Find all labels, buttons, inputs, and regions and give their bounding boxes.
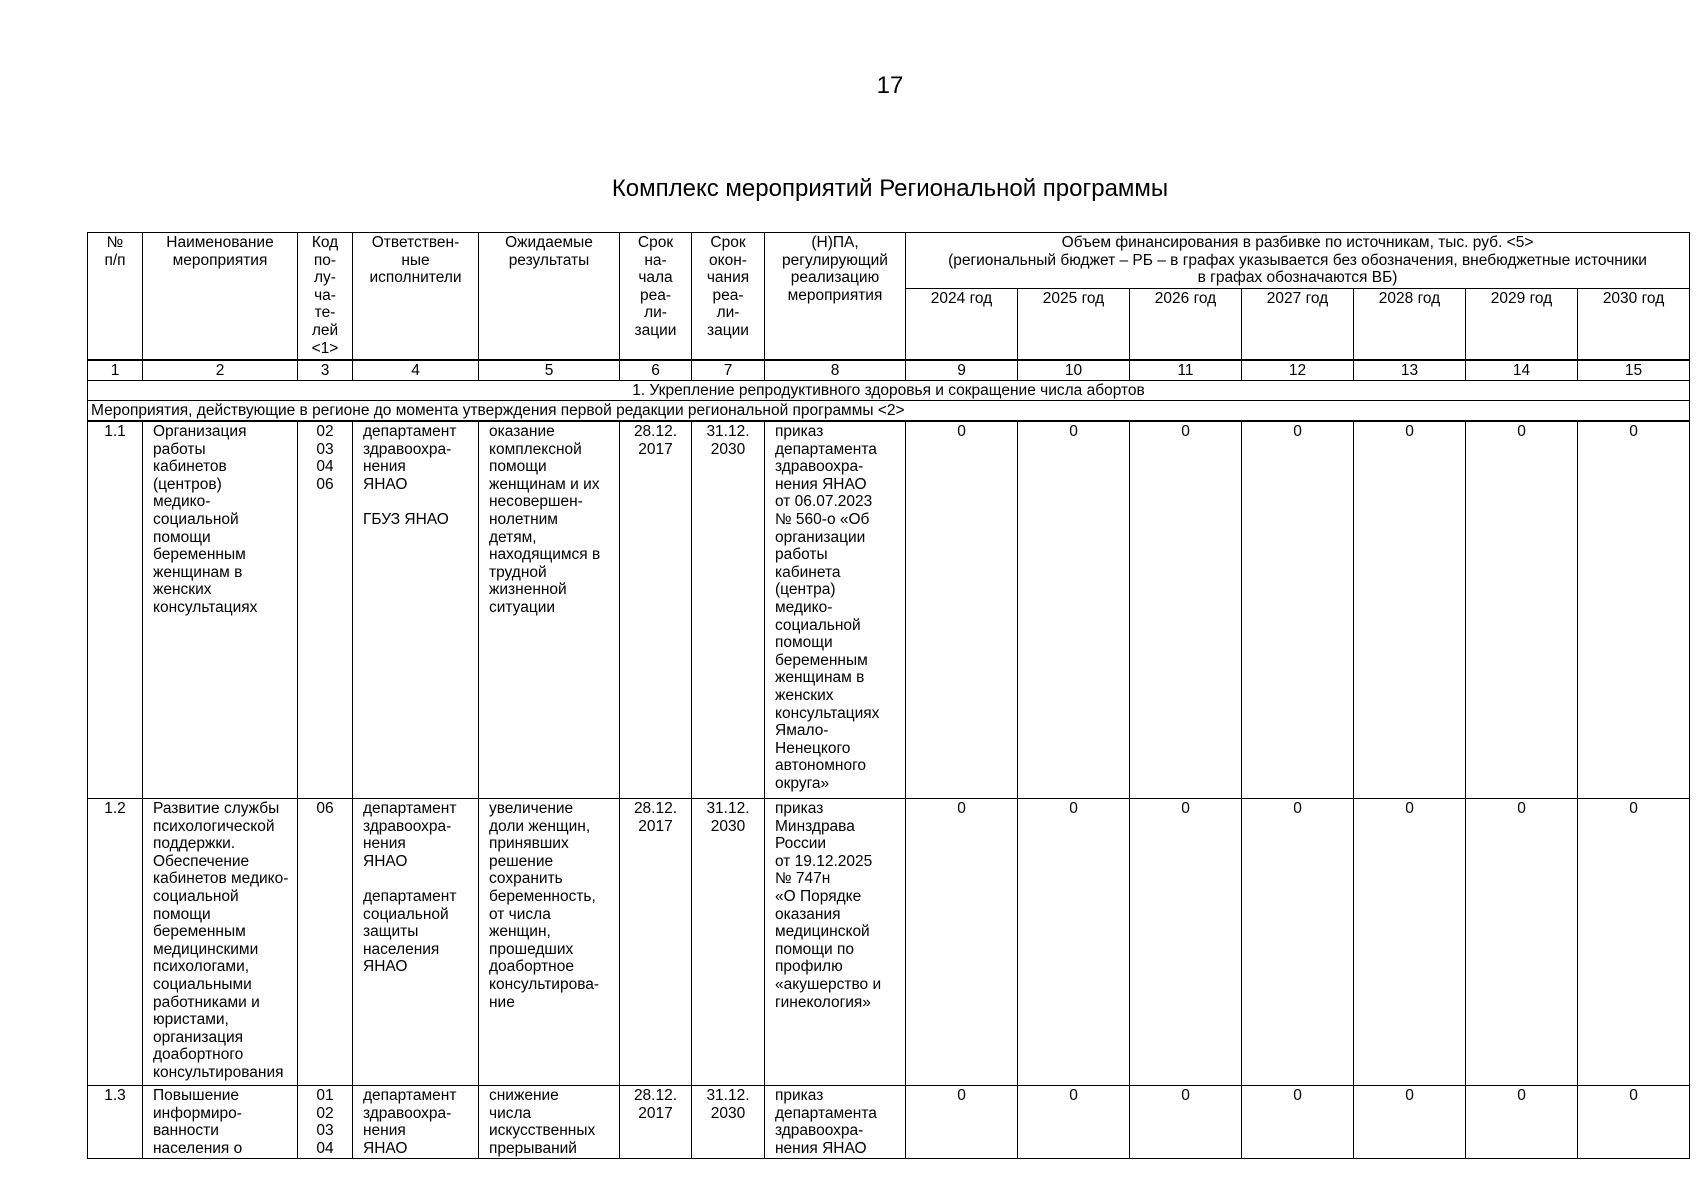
row-results: увеличение доли женщин, принявших решение сохранить беременность, от числа женщин, прошедших доабортное консультирова- ние	[479, 799, 620, 1086]
row-num: 1.3	[88, 1086, 143, 1159]
header-year: 2030 год	[1578, 288, 1690, 360]
row-value: 0	[1466, 799, 1578, 1086]
row-start: 28.12. 2017	[620, 1086, 692, 1159]
row-start: 28.12. 2017	[620, 421, 692, 799]
table-row	[88, 1086, 1690, 1159]
row-value: 0	[1578, 421, 1690, 799]
row-value: 0	[906, 421, 1018, 799]
column-number: 7	[692, 360, 765, 381]
header-year: 2026 год	[1130, 288, 1242, 360]
row-results: снижение числа искусственных прерываний	[479, 1086, 620, 1159]
row-value: 0	[1466, 421, 1578, 799]
row-npa: приказ департамента здравоохра- нения ЯНАО от 06.07.2023 № 560-о «Об организации работы кабинета (центра) медико- социальной помощи беременным женщинам в женских консультациях Ямало- Ненецкого автономного округа»	[765, 421, 906, 799]
column-number: 8	[765, 360, 906, 381]
row-value: 0	[1130, 421, 1242, 799]
row-name: Организация работы кабинетов (центров) медико- социальной помощи беременным женщинам в женских консультациях	[143, 421, 298, 799]
column-number: 1	[88, 360, 143, 381]
column-number: 4	[353, 360, 479, 381]
header-year: 2029 год	[1466, 288, 1578, 360]
header-executors: Ответствен- ные исполнители	[353, 233, 479, 361]
header-year: 2025 год	[1018, 288, 1130, 360]
header-results: Ожидаемые результаты	[479, 233, 620, 361]
column-number: 9	[906, 360, 1018, 381]
subsection-row	[88, 401, 1690, 422]
table-row	[88, 421, 1690, 799]
row-value: 0	[1130, 799, 1242, 1086]
column-number: 11	[1130, 360, 1242, 381]
row-value: 0	[1466, 1086, 1578, 1159]
row-value: 0	[906, 799, 1018, 1086]
document-title: Комплекс мероприятий Региональной программы	[611, 175, 1169, 202]
page-number: 17	[876, 72, 904, 99]
row-value: 0	[1242, 799, 1354, 1086]
row-codes: 06	[298, 799, 353, 1086]
row-value: 0	[1018, 421, 1130, 799]
row-end: 31.12. 2030	[692, 421, 765, 799]
row-codes: 01 02 03 04	[298, 1086, 353, 1159]
row-value: 0	[1354, 799, 1466, 1086]
column-number: 14	[1466, 360, 1578, 381]
header-financing: Объем финансирования в разбивке по источникам, тыс. руб. <5> (региональный бюджет – РБ – в графах указывается без обозначения, внебюджетные источники в графах обозначаются ВБ)	[906, 233, 1690, 289]
row-name: Развитие службы психологической поддержки. Обеспечение кабинетов медико- социальной помощи беременным медицинскими психологами, социальными работниками и юристами, организация доабортного консультирования	[143, 799, 298, 1086]
row-value: 0	[1578, 799, 1690, 1086]
row-value: 0	[1242, 421, 1354, 799]
row-results: оказание комплексной помощи женщинам и их несовершен- нолетним детям, находящимся в трудной жизненной ситуации	[479, 421, 620, 799]
row-num: 1.1	[88, 421, 143, 799]
section-row	[88, 381, 1690, 401]
section-title: 1. Укрепление репродуктивного здоровья и сокращение числа абортов	[88, 381, 1690, 401]
header-codes: Код по- лу- ча- те- лей <1>	[298, 233, 353, 361]
subsection-title: Мероприятия, действующие в регионе до момента утверждения первой редакции региональной программы <2>	[88, 401, 1690, 422]
row-executors: департамент здравоохра- нения ЯНАО	[353, 1086, 479, 1159]
row-start: 28.12. 2017	[620, 799, 692, 1086]
table-row	[88, 799, 1690, 1086]
row-end: 31.12. 2030	[692, 1086, 765, 1159]
header-npa: (Н)ПА, регулирующий реализацию мероприятия	[765, 233, 906, 361]
header-row	[88, 233, 1690, 289]
header-end: Срок окон- чания реа- ли- зации	[692, 233, 765, 361]
column-number: 10	[1018, 360, 1130, 381]
column-number: 6	[620, 360, 692, 381]
header-name: Наименование мероприятия	[143, 233, 298, 361]
row-executors: департамент здравоохра- нения ЯНАО департамент социальной защиты населения ЯНАО	[353, 799, 479, 1086]
column-number: 5	[479, 360, 620, 381]
row-codes: 02 03 04 06	[298, 421, 353, 799]
row-value: 0	[1130, 1086, 1242, 1159]
column-number: 15	[1578, 360, 1690, 381]
row-npa: приказ Минздрава России от 19.12.2025 № 747н «О Порядке оказания медицинской помощи по профилю «акушерство и гинекология»	[765, 799, 906, 1086]
row-value: 0	[1578, 1086, 1690, 1159]
row-npa: приказ департамента здравоохра- нения ЯНАО	[765, 1086, 906, 1159]
row-value: 0	[1354, 1086, 1466, 1159]
column-number: 12	[1242, 360, 1354, 381]
header-year: 2028 год	[1354, 288, 1466, 360]
header-year: 2024 год	[906, 288, 1018, 360]
column-number: 3	[298, 360, 353, 381]
row-end: 31.12. 2030	[692, 799, 765, 1086]
header-year: 2027 год	[1242, 288, 1354, 360]
row-num: 1.2	[88, 799, 143, 1086]
row-value: 0	[1354, 421, 1466, 799]
row-value: 0	[1018, 1086, 1130, 1159]
row-value: 0	[906, 1086, 1018, 1159]
column-numbers-row	[88, 360, 1690, 381]
row-executors: департамент здравоохра- нения ЯНАО ГБУЗ ЯНАО	[353, 421, 479, 799]
header-start: Срок на- чала реа- ли- зации	[620, 233, 692, 361]
column-number: 2	[143, 360, 298, 381]
row-name: Повышение информиро- ванности населения о	[143, 1086, 298, 1159]
column-number: 13	[1354, 360, 1466, 381]
measures-table	[87, 232, 1690, 1159]
row-value: 0	[1242, 1086, 1354, 1159]
header-num: № п/п	[88, 233, 143, 361]
row-value: 0	[1018, 799, 1130, 1086]
